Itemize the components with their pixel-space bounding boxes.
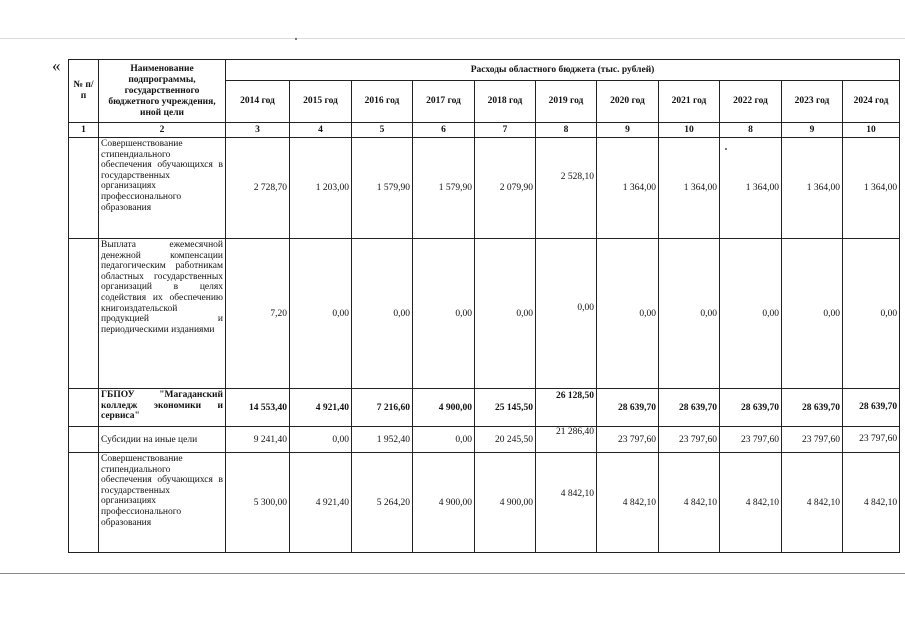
header-year: 2015 год — [290, 81, 352, 123]
cell-value: 5 264,20 — [352, 453, 413, 553]
column-number: 2 — [99, 123, 226, 138]
cell-value: 1 579,90 — [352, 138, 413, 239]
scan-top-line — [0, 38, 905, 39]
cell-value: 2 079,90 — [475, 138, 536, 239]
opening-quote-mark: « — [52, 56, 61, 75]
table-row — [69, 427, 900, 453]
cell-value: 1 579,90 — [413, 138, 475, 239]
column-number: 3 — [226, 123, 290, 138]
cell-value: 4 842,10 — [720, 453, 782, 553]
cell-value: 0,00 — [597, 239, 659, 389]
column-number: 7 — [475, 123, 536, 138]
cell-value: 4 900,00 — [413, 453, 475, 553]
column-number: 10 — [659, 123, 720, 138]
cell-value: 4 900,00 — [413, 389, 475, 427]
row-number — [69, 239, 99, 389]
cell-value: 1 364,00 — [720, 138, 782, 239]
header-name-col: Наименование подпрограммы, государственного бюджетного учреждения, иной цели — [99, 60, 226, 123]
cell-value: 0,00 — [352, 239, 413, 389]
cell-value: 0,00 — [413, 427, 475, 453]
cell-value: 4 842,10 — [597, 453, 659, 553]
page-edge-line — [0, 573, 905, 574]
cell-value: 7,20 — [226, 239, 290, 389]
cell-value: 0,00 — [782, 239, 843, 389]
table-row — [69, 389, 900, 427]
cell-value: 23 797,60 — [720, 427, 782, 453]
header-year: 2018 год — [475, 81, 536, 123]
column-number: 8 — [720, 123, 782, 138]
cell-value: 28 639,70 — [659, 389, 720, 427]
cell-value: 23 797,60 — [597, 427, 659, 453]
cell-value: 4 842,10 — [536, 453, 597, 553]
cell-value: 0,00 — [290, 239, 352, 389]
cell-value: 26 128,50 — [536, 389, 597, 427]
row-number — [69, 453, 99, 553]
header-year: 2016 год — [352, 81, 413, 123]
cell-value: 4 842,10 — [659, 453, 720, 553]
row-name: ГБПОУ "Магаданский колледж экономики и сервиса" — [99, 389, 226, 427]
header-number-col: № п/ п — [69, 60, 99, 123]
header-year: 2014 год — [226, 81, 290, 123]
table-row — [69, 239, 900, 389]
cell-value: 23 797,60 — [782, 427, 843, 453]
cell-value: 4 842,10 — [782, 453, 843, 553]
row-name: Выплата ежемесячной денежной компенсации педагогическим работникам областных государственных организаций в целях содействия их обеспечению книгоиздательской продукцией и периодическими изданиями — [99, 239, 226, 389]
cell-value: 28 639,70 — [720, 389, 782, 427]
header-expenses-group: Расходы областного бюджета (тыс. рублей) — [226, 60, 900, 81]
header-year: 2023 год — [782, 81, 843, 123]
cell-value: 0,00 — [720, 239, 782, 389]
column-number: 10 — [843, 123, 900, 138]
table-row — [69, 453, 900, 553]
cell-value: 28 639,70 — [843, 389, 900, 427]
header-year: 2021 год — [659, 81, 720, 123]
header-year: 2022 год — [720, 81, 782, 123]
table-row — [69, 138, 900, 239]
cell-value: 0,00 — [290, 427, 352, 453]
header-year: 2024 год — [843, 81, 900, 123]
cell-value: 0,00 — [475, 239, 536, 389]
cell-value: 1 364,00 — [597, 138, 659, 239]
cell-value: 1 952,40 — [352, 427, 413, 453]
header-year: 2020 год — [597, 81, 659, 123]
row-number — [69, 138, 99, 239]
column-numbering-row — [69, 123, 900, 138]
cell-value: 0,00 — [413, 239, 475, 389]
column-number: 4 — [290, 123, 352, 138]
cell-value: 2 528,10 — [536, 138, 597, 239]
scan-speck — [295, 38, 297, 40]
row-name: Совершенствование стипендиального обеспечения обучающихся в государственных организациях профессионального образования — [99, 138, 226, 239]
column-number: 6 — [413, 123, 475, 138]
cell-value: 4 921,40 — [290, 389, 352, 427]
cell-value: 1 364,00 — [782, 138, 843, 239]
header-year: 2017 год — [413, 81, 475, 123]
header-year: 2019 год — [536, 81, 597, 123]
cell-value: 23 797,60 — [659, 427, 720, 453]
cell-value: 1 364,00 — [659, 138, 720, 239]
cell-value: 4 900,00 — [475, 453, 536, 553]
cell-value: 23 797,60 — [843, 427, 900, 453]
column-number: 9 — [597, 123, 659, 138]
row-number — [69, 427, 99, 453]
column-number: 1 — [69, 123, 99, 138]
cell-value: 25 145,50 — [475, 389, 536, 427]
cell-value: 2 728,70 — [226, 138, 290, 239]
cell-value: 14 553,40 — [226, 389, 290, 427]
budget-table — [68, 59, 900, 553]
cell-value: 0,00 — [536, 239, 597, 389]
cell-value: 7 216,60 — [352, 389, 413, 427]
cell-value: 21 286,40 — [536, 427, 597, 453]
cell-value: 0,00 — [843, 239, 900, 389]
cell-value: 5 300,00 — [226, 453, 290, 553]
row-number — [69, 389, 99, 427]
cell-value: 1 364,00 — [843, 138, 900, 239]
cell-value: 0,00 — [659, 239, 720, 389]
cell-value: 28 639,70 — [597, 389, 659, 427]
cell-value: 20 245,50 — [475, 427, 536, 453]
row-name: Субсидии на иные цели — [99, 427, 226, 453]
cell-value: 28 639,70 — [782, 389, 843, 427]
column-number: 9 — [782, 123, 843, 138]
cell-value: 9 241,40 — [226, 427, 290, 453]
cell-value: 4 921,40 — [290, 453, 352, 553]
cell-value: 1 203,00 — [290, 138, 352, 239]
cell-value: 4 842,10 — [843, 453, 900, 553]
column-number: 8 — [536, 123, 597, 138]
row-name: Совершенствование стипендиального обеспечения обучающихся в государственных организациях профессионального образования — [99, 453, 226, 553]
column-number: 5 — [352, 123, 413, 138]
